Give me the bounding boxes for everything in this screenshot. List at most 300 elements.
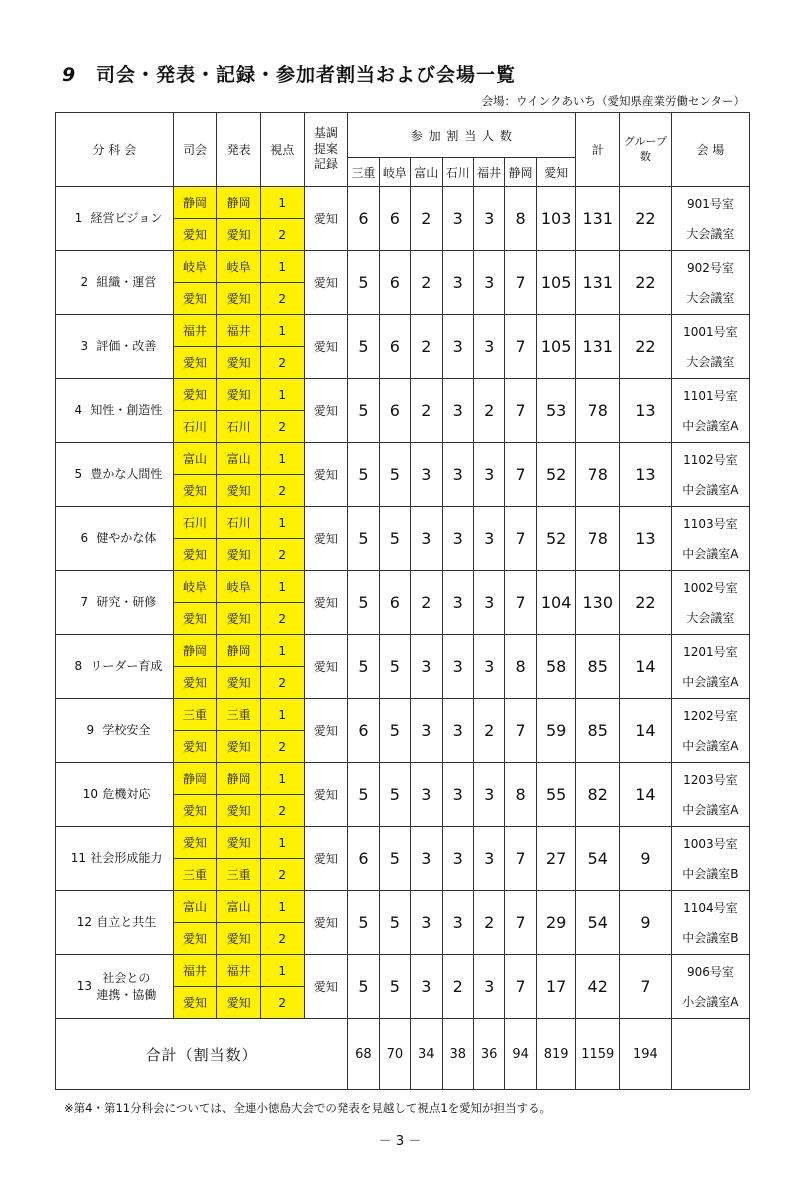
count-cell: 104 <box>536 571 576 635</box>
count-cell: 8 <box>505 187 536 251</box>
count-cell: 3 <box>473 315 504 379</box>
happyo-cell: 愛知 <box>217 283 261 315</box>
kei-cell: 54 <box>576 891 620 955</box>
hall-name: 中会議室B <box>682 930 739 945</box>
total-count: 36 <box>473 1019 504 1090</box>
happyo-cell: 愛知 <box>217 667 261 699</box>
header-sanka: 参 加 割 当 人 数 <box>348 113 576 158</box>
count-cell: 105 <box>536 251 576 315</box>
room-number: 1102号室 <box>683 452 738 467</box>
count-cell: 7 <box>505 443 536 507</box>
bunkakai-number: 1 <box>74 211 83 225</box>
shiten-cell: 1 <box>260 251 304 283</box>
count-cell: 5 <box>379 635 410 699</box>
count-cell: 2 <box>442 955 473 1019</box>
kei-cell: 54 <box>576 827 620 891</box>
shikai-cell: 富山 <box>173 891 217 923</box>
bunkakai-number: 13 <box>76 979 92 993</box>
venue-cell <box>671 315 749 379</box>
count-cell: 2 <box>473 699 504 763</box>
count-cell: 52 <box>536 507 576 571</box>
bunkakai-cell <box>56 955 174 1019</box>
bunkakai-cell <box>56 507 174 571</box>
count-cell: 52 <box>536 443 576 507</box>
bunkakai-name: 評価・改善 <box>96 339 157 354</box>
header-pref: 三重 <box>348 158 379 187</box>
venue-cell <box>671 251 749 315</box>
shikai-cell: 愛知 <box>173 731 217 763</box>
happyo-cell: 愛知 <box>217 603 261 635</box>
count-cell: 5 <box>348 315 379 379</box>
happyo-cell: 愛知 <box>217 539 261 571</box>
header-shiten: 視点 <box>260 113 304 187</box>
shikai-cell: 愛知 <box>173 347 217 379</box>
shiten-cell: 1 <box>260 955 304 987</box>
table-row <box>56 827 750 859</box>
count-cell: 2 <box>411 187 442 251</box>
happyo-cell: 愛知 <box>217 475 261 507</box>
shikai-cell: 三重 <box>173 859 217 891</box>
hall-name: 大会議室 <box>686 354 735 369</box>
count-cell: 2 <box>473 379 504 443</box>
count-cell: 29 <box>536 891 576 955</box>
room-number: 1101号室 <box>683 388 738 403</box>
count-cell: 3 <box>473 827 504 891</box>
total-count: 819 <box>536 1019 576 1090</box>
kicho-cell: 愛知 <box>304 187 348 251</box>
shikai-cell: 愛知 <box>173 667 217 699</box>
count-cell: 17 <box>536 955 576 1019</box>
group-cell: 22 <box>620 315 672 379</box>
title-text: 司会・発表・記録・参加者割当および会場一覧 <box>96 64 517 86</box>
count-cell: 2 <box>473 891 504 955</box>
bunkakai-number: 8 <box>74 659 83 673</box>
bunkakai-number: 11 <box>70 851 86 865</box>
hall-name: 小会議室A <box>682 994 739 1009</box>
total-count: 38 <box>442 1019 473 1090</box>
group-cell: 22 <box>620 187 672 251</box>
shikai-cell: 愛知 <box>173 603 217 635</box>
shikai-cell: 三重 <box>173 699 217 731</box>
bunkakai-number: 7 <box>80 595 89 609</box>
group-cell: 9 <box>620 891 672 955</box>
venue-cell <box>671 763 749 827</box>
header-pref: 富山 <box>411 158 442 187</box>
count-cell: 3 <box>442 763 473 827</box>
venue-cell <box>671 379 749 443</box>
total-count: 94 <box>505 1019 536 1090</box>
total-row <box>56 1019 750 1090</box>
shiten-cell: 1 <box>260 763 304 795</box>
venue-cell <box>671 827 749 891</box>
hall-name: 中会議室A <box>682 738 739 753</box>
table-row <box>56 315 750 347</box>
happyo-cell: 愛知 <box>217 731 261 763</box>
count-cell: 3 <box>442 315 473 379</box>
hall-name: 中会議室A <box>682 674 739 689</box>
shiten-cell: 1 <box>260 635 304 667</box>
group-cell: 13 <box>620 443 672 507</box>
bunkakai-cell <box>56 315 174 379</box>
room-number: 1201号室 <box>683 644 738 659</box>
happyo-cell: 愛知 <box>217 379 261 411</box>
count-cell: 7 <box>505 507 536 571</box>
shikai-cell: 福井 <box>173 315 217 347</box>
count-cell: 6 <box>379 315 410 379</box>
count-cell: 3 <box>442 699 473 763</box>
footnote: ※第4・第11分科会については、全連小徳島大会での発表を見越して視点1を愛知が担当する。 <box>64 1101 552 1115</box>
shikai-cell: 愛知 <box>173 923 217 955</box>
count-cell: 2 <box>411 379 442 443</box>
bunkakai-number: 12 <box>76 915 92 929</box>
count-cell: 7 <box>505 379 536 443</box>
table-row <box>56 635 750 667</box>
shikai-cell: 福井 <box>173 955 217 987</box>
bunkakai-cell <box>56 187 174 251</box>
count-cell: 3 <box>411 507 442 571</box>
kei-cell: 82 <box>576 763 620 827</box>
kei-cell: 42 <box>576 955 620 1019</box>
happyo-cell: 石川 <box>217 411 261 443</box>
count-cell: 55 <box>536 763 576 827</box>
venue-cell <box>671 891 749 955</box>
count-cell: 5 <box>348 507 379 571</box>
happyo-cell: 静岡 <box>217 187 261 219</box>
count-cell: 7 <box>505 891 536 955</box>
count-cell: 3 <box>442 635 473 699</box>
group-cell: 13 <box>620 507 672 571</box>
kicho-cell: 愛知 <box>304 635 348 699</box>
shikai-cell: 愛知 <box>173 283 217 315</box>
bunkakai-name: 危機対応 <box>102 787 151 802</box>
bunkakai-number: 6 <box>80 531 89 545</box>
room-number: 1104号室 <box>683 900 738 915</box>
count-cell: 7 <box>505 955 536 1019</box>
header-group: グループ 数 <box>620 113 672 187</box>
bunkakai-name: 学校安全 <box>102 723 151 738</box>
venue-note: 会場：ウインクあいち（愛知県産業労働センター） <box>481 94 745 108</box>
count-cell: 3 <box>473 507 504 571</box>
count-cell: 2 <box>411 571 442 635</box>
bunkakai-number: 5 <box>74 467 83 481</box>
count-cell: 3 <box>411 955 442 1019</box>
kei-cell: 131 <box>576 315 620 379</box>
table-row <box>56 699 750 731</box>
shiten-cell: 1 <box>260 827 304 859</box>
count-cell: 3 <box>411 443 442 507</box>
kicho-cell: 愛知 <box>304 827 348 891</box>
shiten-cell: 2 <box>260 347 304 379</box>
count-cell: 6 <box>379 187 410 251</box>
kicho-cell: 愛知 <box>304 955 348 1019</box>
header-kicho: 基調 提案 記録 <box>304 113 348 187</box>
shikai-cell: 岐阜 <box>173 251 217 283</box>
count-cell: 3 <box>473 251 504 315</box>
count-cell: 3 <box>442 251 473 315</box>
header-pref: 静岡 <box>505 158 536 187</box>
venue-cell <box>671 507 749 571</box>
count-cell: 8 <box>505 763 536 827</box>
group-cell: 22 <box>620 251 672 315</box>
count-cell: 5 <box>348 251 379 315</box>
count-cell: 6 <box>348 699 379 763</box>
count-cell: 105 <box>536 315 576 379</box>
room-number: 901号室 <box>686 196 734 211</box>
count-cell: 6 <box>379 379 410 443</box>
count-cell: 5 <box>348 891 379 955</box>
count-cell: 5 <box>348 763 379 827</box>
shiten-cell: 1 <box>260 443 304 475</box>
happyo-cell: 岐阜 <box>217 571 261 603</box>
kei-cell: 130 <box>576 571 620 635</box>
shiten-cell: 2 <box>260 731 304 763</box>
table-row <box>56 571 750 603</box>
count-cell: 6 <box>379 571 410 635</box>
count-cell: 3 <box>411 699 442 763</box>
bunkakai-name: 健やかな体 <box>96 531 157 546</box>
count-cell: 53 <box>536 379 576 443</box>
group-cell: 14 <box>620 763 672 827</box>
count-cell: 3 <box>442 891 473 955</box>
shikai-cell: 石川 <box>173 411 217 443</box>
group-cell: 13 <box>620 379 672 443</box>
count-cell: 7 <box>505 571 536 635</box>
table-row <box>56 891 750 923</box>
count-cell: 103 <box>536 187 576 251</box>
shikai-cell: 静岡 <box>173 635 217 667</box>
happyo-cell: 愛知 <box>217 795 261 827</box>
shiten-cell: 2 <box>260 219 304 251</box>
shiten-cell: 1 <box>260 699 304 731</box>
kicho-cell: 愛知 <box>304 443 348 507</box>
kei-cell: 131 <box>576 187 620 251</box>
count-cell: 5 <box>379 443 410 507</box>
table-row <box>56 251 750 283</box>
shiten-cell: 2 <box>260 283 304 315</box>
group-cell: 22 <box>620 571 672 635</box>
count-cell: 2 <box>411 315 442 379</box>
header-kei: 計 <box>576 113 620 187</box>
count-cell: 3 <box>473 443 504 507</box>
count-cell: 3 <box>473 187 504 251</box>
hall-name: 中会議室A <box>682 418 739 433</box>
bunkakai-cell <box>56 699 174 763</box>
shiten-cell: 2 <box>260 603 304 635</box>
count-cell: 3 <box>442 187 473 251</box>
kicho-cell: 愛知 <box>304 251 348 315</box>
bunkakai-cell <box>56 763 174 827</box>
hall-name: 中会議室A <box>682 482 739 497</box>
count-cell: 3 <box>411 827 442 891</box>
header-bunkakai: 分 科 会 <box>56 113 174 187</box>
bunkakai-cell <box>56 571 174 635</box>
happyo-cell: 静岡 <box>217 635 261 667</box>
header-pref: 岐阜 <box>379 158 410 187</box>
allocation-table <box>55 112 750 1090</box>
header-shikai: 司会 <box>173 113 217 187</box>
kei-cell: 85 <box>576 635 620 699</box>
kicho-cell: 愛知 <box>304 763 348 827</box>
total-group: 194 <box>620 1019 672 1090</box>
count-cell: 3 <box>411 635 442 699</box>
table-row <box>56 507 750 539</box>
shiten-cell: 2 <box>260 859 304 891</box>
total-count: 68 <box>348 1019 379 1090</box>
group-cell: 7 <box>620 955 672 1019</box>
count-cell: 3 <box>473 571 504 635</box>
table-row <box>56 955 750 987</box>
venue-cell <box>671 635 749 699</box>
section-number: 9 <box>62 64 77 86</box>
bunkakai-number: 10 <box>82 787 98 801</box>
total-kei: 1159 <box>576 1019 620 1090</box>
count-cell: 5 <box>379 891 410 955</box>
room-number: 1001号室 <box>683 324 738 339</box>
bunkakai-cell <box>56 891 174 955</box>
happyo-cell: 静岡 <box>217 763 261 795</box>
happyo-cell: 富山 <box>217 443 261 475</box>
group-cell: 14 <box>620 635 672 699</box>
table-row <box>56 443 750 475</box>
bunkakai-cell <box>56 379 174 443</box>
count-cell: 3 <box>442 571 473 635</box>
count-cell: 3 <box>473 763 504 827</box>
bunkakai-name: 経営ビジョン <box>90 211 163 226</box>
venue-cell <box>671 571 749 635</box>
shiten-cell: 2 <box>260 987 304 1019</box>
bunkakai-name: 自立と共生 <box>96 915 157 930</box>
bunkakai-number: 3 <box>80 339 89 353</box>
count-cell: 7 <box>505 699 536 763</box>
count-cell: 6 <box>379 251 410 315</box>
count-cell: 5 <box>348 379 379 443</box>
room-number: 1203号室 <box>683 772 738 787</box>
kei-cell: 78 <box>576 379 620 443</box>
header-pref: 石川 <box>442 158 473 187</box>
bunkakai-cell <box>56 443 174 507</box>
shiten-cell: 2 <box>260 923 304 955</box>
count-cell: 3 <box>442 379 473 443</box>
kicho-cell: 愛知 <box>304 379 348 443</box>
room-number: 1103号室 <box>683 516 738 531</box>
count-cell: 3 <box>473 955 504 1019</box>
bunkakai-cell <box>56 635 174 699</box>
table-row <box>56 187 750 219</box>
table-row <box>56 763 750 795</box>
hall-name: 中会議室A <box>682 802 739 817</box>
hall-name: 大会議室 <box>686 610 735 625</box>
hall-name: 大会議室 <box>686 290 735 305</box>
kicho-cell: 愛知 <box>304 891 348 955</box>
bunkakai-name: 組織・運営 <box>96 275 157 290</box>
count-cell: 5 <box>348 443 379 507</box>
happyo-cell: 福井 <box>217 315 261 347</box>
venue-cell <box>671 699 749 763</box>
bunkakai-cell <box>56 251 174 315</box>
count-cell: 8 <box>505 635 536 699</box>
shikai-cell: 愛知 <box>173 539 217 571</box>
happyo-cell: 愛知 <box>217 987 261 1019</box>
shikai-cell: 静岡 <box>173 187 217 219</box>
bunkakai-name: 知性・創造性 <box>90 403 163 418</box>
count-cell: 5 <box>379 763 410 827</box>
count-cell: 2 <box>411 251 442 315</box>
shiten-cell: 2 <box>260 795 304 827</box>
bunkakai-name: 研究・研修 <box>96 595 157 610</box>
venue-cell <box>671 187 749 251</box>
happyo-cell: 三重 <box>217 859 261 891</box>
shiten-cell: 1 <box>260 187 304 219</box>
shiten-cell: 1 <box>260 507 304 539</box>
count-cell: 6 <box>348 187 379 251</box>
count-cell: 7 <box>505 315 536 379</box>
shikai-cell: 静岡 <box>173 763 217 795</box>
kicho-cell: 愛知 <box>304 699 348 763</box>
count-cell: 59 <box>536 699 576 763</box>
count-cell: 3 <box>411 891 442 955</box>
bunkakai-cell <box>56 827 174 891</box>
happyo-cell: 石川 <box>217 507 261 539</box>
happyo-cell: 三重 <box>217 699 261 731</box>
venue-cell <box>671 955 749 1019</box>
total-venue-empty <box>671 1019 749 1090</box>
count-cell: 5 <box>348 571 379 635</box>
bunkakai-number: 4 <box>74 403 83 417</box>
shikai-cell: 愛知 <box>173 987 217 1019</box>
happyo-cell: 愛知 <box>217 827 261 859</box>
count-cell: 3 <box>442 507 473 571</box>
kicho-cell: 愛知 <box>304 507 348 571</box>
page-title <box>62 60 516 87</box>
shikai-cell: 愛知 <box>173 827 217 859</box>
kei-cell: 78 <box>576 507 620 571</box>
count-cell: 3 <box>442 827 473 891</box>
shiten-cell: 2 <box>260 667 304 699</box>
shikai-cell: 愛知 <box>173 219 217 251</box>
shikai-cell: 愛知 <box>173 795 217 827</box>
bunkakai-name: 豊かな人間性 <box>90 467 163 482</box>
count-cell: 6 <box>348 827 379 891</box>
happyo-cell: 岐阜 <box>217 251 261 283</box>
count-cell: 5 <box>379 699 410 763</box>
total-count: 70 <box>379 1019 410 1090</box>
shikai-cell: 石川 <box>173 507 217 539</box>
kicho-cell: 愛知 <box>304 315 348 379</box>
count-cell: 3 <box>473 635 504 699</box>
count-cell: 7 <box>505 251 536 315</box>
bunkakai-name: リーダー育成 <box>90 659 163 674</box>
happyo-cell: 富山 <box>217 891 261 923</box>
page-number: － 3 － <box>378 1134 422 1149</box>
kei-cell: 78 <box>576 443 620 507</box>
kicho-cell: 愛知 <box>304 571 348 635</box>
shikai-cell: 愛知 <box>173 475 217 507</box>
room-number: 902号室 <box>686 260 734 275</box>
count-cell: 5 <box>379 827 410 891</box>
shiten-cell: 2 <box>260 411 304 443</box>
shiten-cell: 1 <box>260 571 304 603</box>
shikai-cell: 富山 <box>173 443 217 475</box>
count-cell: 5 <box>348 955 379 1019</box>
room-number: 1003号室 <box>683 836 738 851</box>
count-cell: 5 <box>379 955 410 1019</box>
header-happyo: 発表 <box>217 113 261 187</box>
count-cell: 3 <box>411 763 442 827</box>
shikai-cell: 愛知 <box>173 379 217 411</box>
hall-name: 中会議室A <box>682 546 739 561</box>
happyo-cell: 福井 <box>217 955 261 987</box>
hall-name: 大会議室 <box>686 226 735 241</box>
